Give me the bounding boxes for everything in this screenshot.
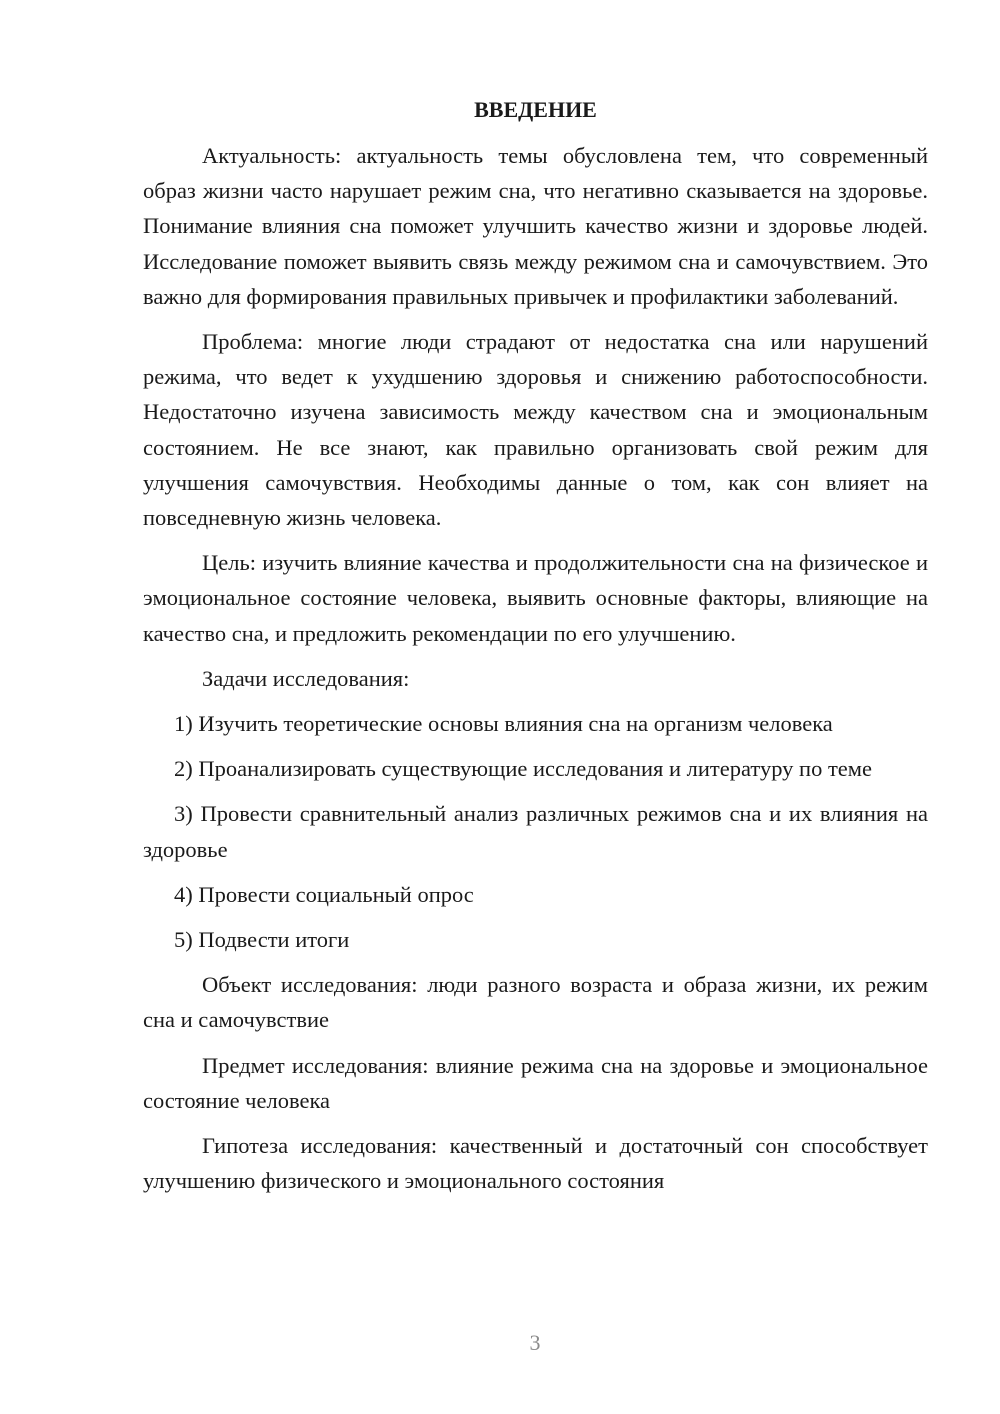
section-heading: ВВЕДЕНИЕ (474, 97, 597, 122)
task-item-5: 5) Подвести итоги (174, 927, 350, 953)
hypothesis-paragraph: Гипотеза исследования: качественный и достаточный сон способствует улучшению физического и эмоционального состояния (143, 1133, 928, 1194)
document-page (143, 92, 928, 1208)
object-paragraph: Объект исследования: люди разного возраста и образа жизни, их режим сна и самочувствие (143, 972, 928, 1033)
task-item-2: 2) Проанализировать существующие исследования и литературу по теме (174, 756, 872, 782)
tasks-heading: Задачи исследования: (202, 665, 410, 691)
relevance-paragraph: Актуальность: актуальность темы обусловлена тем, что современный образ жизни часто нарушает режим сна, что негативно сказывается на здоровье. Понимание влияния сна поможет улучшить качество жизни и здоровье людей. Исследование поможет выявить связь между режимом сна и самочувствием. Это важно для формирования правильных привычек и профилактики заболеваний. (143, 143, 928, 309)
task-item-3: 3) Провести сравнительный анализ различных режимов сна и их влияния на здоровье (143, 801, 928, 862)
problem-paragraph: Проблема: многие люди страдают от недостатка сна или нарушений режима, что ведет к ухудшению здоровья и снижению работоспособности. Недостаточно изучена зависимость между качеством сна и эмоциональным состоянием. Не все знают, как правильно организовать свой режим для улучшения самочувствия. Необходимы данные о том, как сон влияет на повседневную жизнь человека. (143, 329, 928, 531)
task-item-1: 1) Изучить теоретические основы влияния сна на организм человека (174, 711, 833, 737)
page-number: 3 (529, 1330, 541, 1355)
subject-paragraph: Предмет исследования: влияние режима сна на здоровье и эмоциональное состояние человека (143, 1052, 928, 1113)
task-item-4: 4) Провести социальный опрос (174, 881, 474, 907)
goal-paragraph: Цель: изучить влияние качества и продолжительности сна на физическое и эмоциональное состояние человека, выявить основные факторы, влияющие на качество сна, и предложить рекомендации по его улучшению. (143, 550, 928, 646)
